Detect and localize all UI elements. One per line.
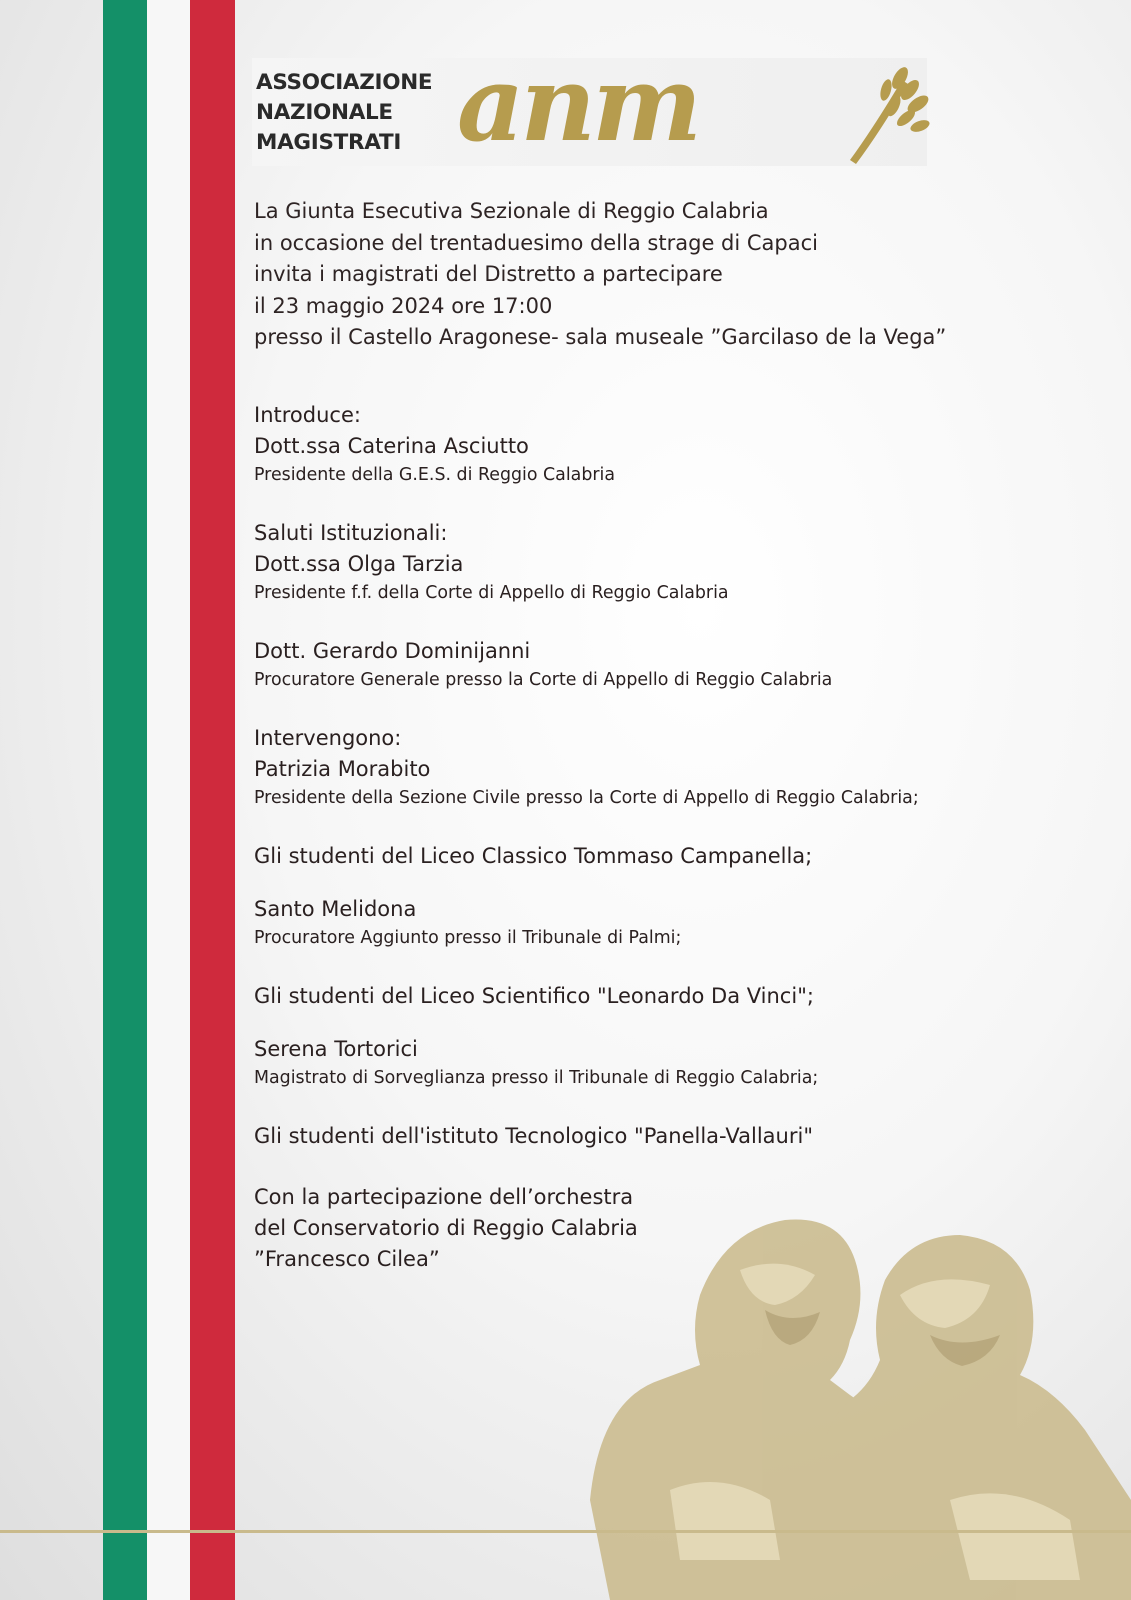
intro-line: in occasione del trentaduesimo della strage di Capaci (254, 230, 818, 255)
flag-stripe-white (147, 0, 190, 1600)
speaker-role: Presidente f.f. della Corte di Appello di Reggio Calabria (254, 583, 729, 603)
speaker-name: Santo Melidona (254, 897, 417, 921)
speaker-role: Procuratore Aggiunto presso il Tribunale di Palmi; (254, 928, 682, 948)
closing-line: ”Francesco Cilea” (254, 1247, 440, 1271)
intro-line: La Giunta Esecutiva Sezionale di Reggio Calabria (254, 199, 769, 223)
logo-anm-mark: anm (457, 42, 699, 165)
speaker-role: Procuratore Generale presso la Corte di Appello di Reggio Calabria (254, 670, 833, 690)
students-line: Gli studenti dell'istituto Tecnologico "Panella-Vallauri" (254, 1124, 813, 1148)
speaker-name: Patrizia Morabito (254, 757, 431, 781)
logo-org-name: ASSOCIAZIONE NAZIONALE MAGISTRATI (256, 70, 433, 155)
closing-line: del Conservatorio di Reggio Calabria (254, 1216, 638, 1240)
section-heading-saluti: Saluti Istituzionali: (254, 521, 448, 545)
intro-line: il 23 maggio 2024 ore 17:00 (254, 293, 553, 318)
section-heading-introduce: Introduce: (254, 403, 361, 427)
floor-line (0, 1530, 1131, 1533)
students-line: Gli studenti del Liceo Scientifico "Leonardo Da Vinci"; (254, 984, 814, 1008)
wheat-icon (842, 60, 932, 164)
speaker-name: Dott. Gerardo Dominijanni (254, 639, 531, 663)
speaker-name: Serena Tortorici (254, 1037, 418, 1061)
intro-line: presso il Castello Aragonese- sala museale ”Garcilaso de la Vega” (254, 325, 947, 349)
invitation-intro (254, 196, 1114, 354)
flag-stripe-red (190, 0, 235, 1600)
closing-line: Con la partecipazione dell’orchestra (254, 1185, 634, 1209)
students-line: Gli studenti del Liceo Classico Tommaso Campanella; (254, 844, 813, 868)
section-heading-intervengono: Intervengono: (254, 726, 402, 750)
speaker-name: Dott.ssa Olga Tarzia (254, 552, 464, 576)
speaker-role: Presidente della Sezione Civile presso la Corte di Appello di Reggio Calabria; (254, 788, 919, 808)
anm-logo (252, 42, 927, 166)
program (254, 400, 1114, 1275)
flag-stripe-green (103, 0, 147, 1600)
speaker-role: Magistrato di Sorveglianza presso il Tribunale di Reggio Calabria; (254, 1068, 819, 1088)
intro-line: invita i magistrati del Distretto a partecipare (254, 262, 723, 286)
speaker-role: Presidente della G.E.S. di Reggio Calabria (254, 465, 615, 485)
speaker-name: Dott.ssa Caterina Asciutto (254, 434, 529, 458)
